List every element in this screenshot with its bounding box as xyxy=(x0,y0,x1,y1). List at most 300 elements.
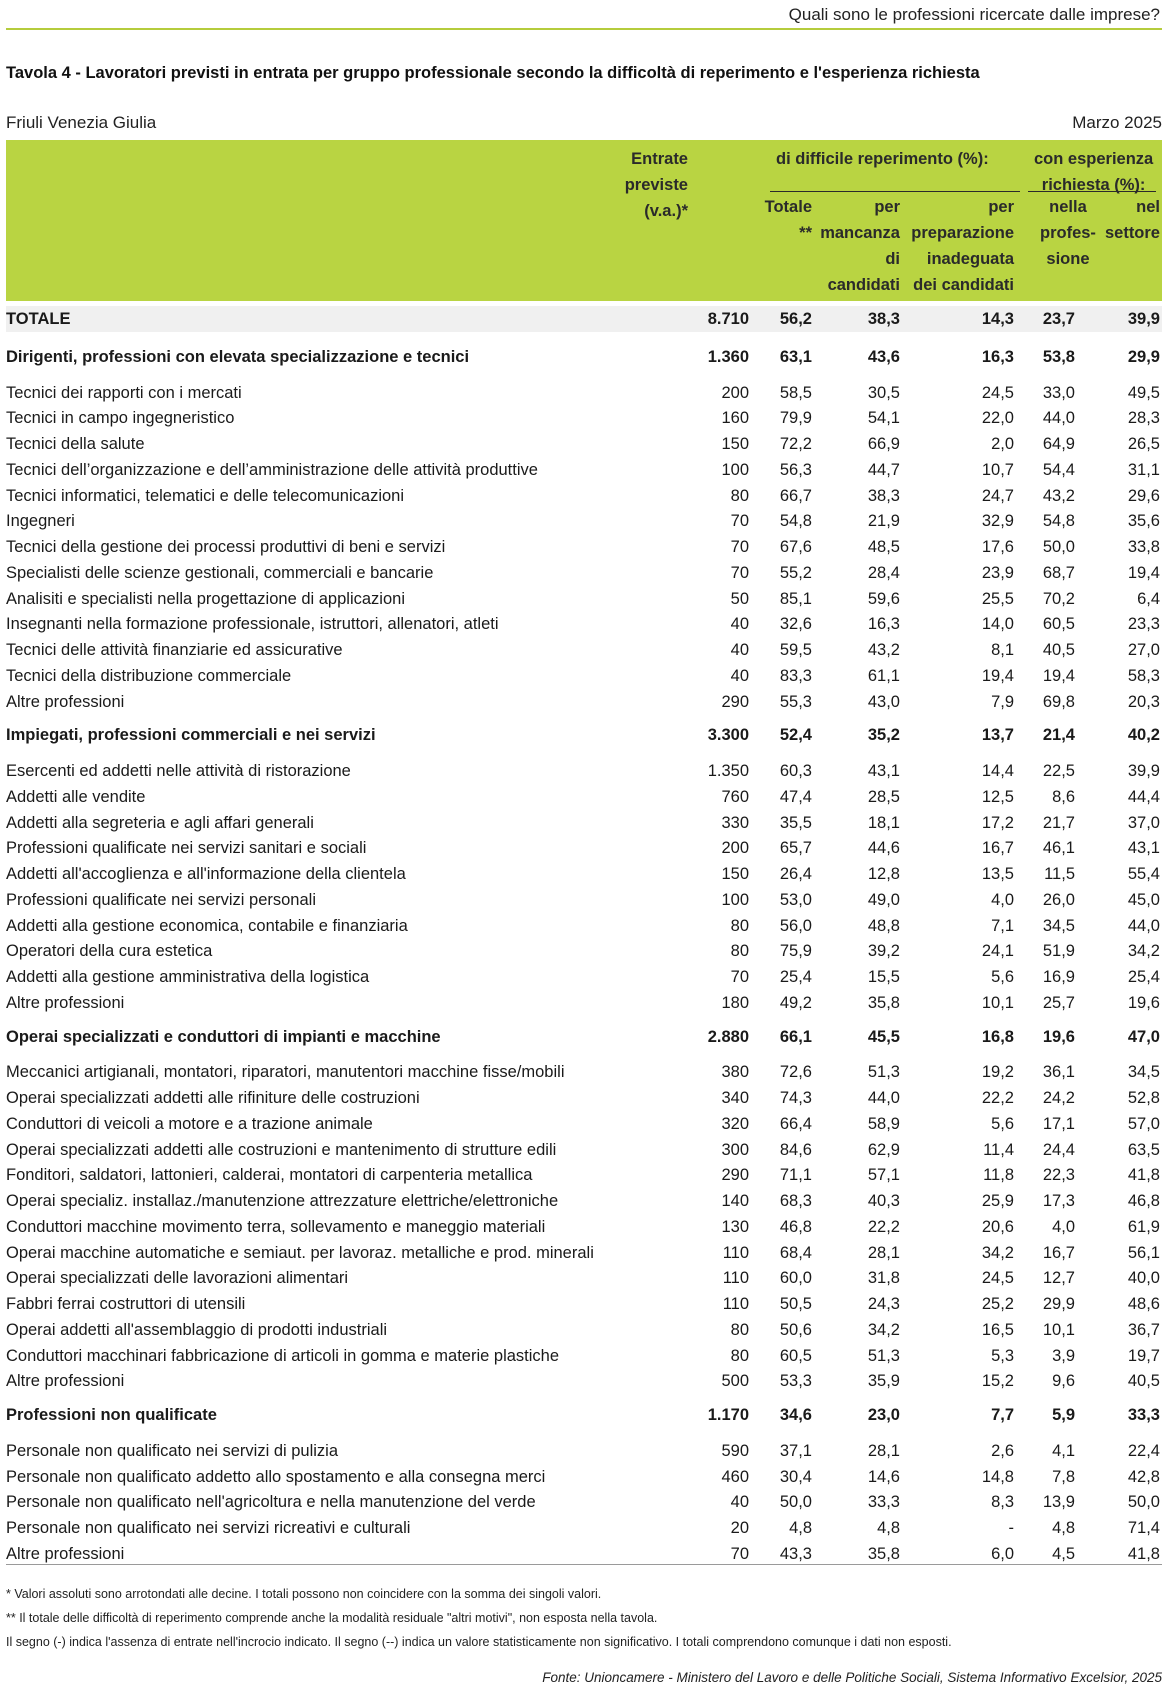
cell-value: 44,6 xyxy=(867,839,900,858)
cell-value: 50,6 xyxy=(779,1320,812,1339)
cell-value: 31,1 xyxy=(1127,460,1160,479)
cell-value: 16,3 xyxy=(867,615,900,634)
cell-value: 7,9 xyxy=(991,692,1014,711)
cell-value: 57,1 xyxy=(867,1166,900,1185)
row-label: Analisiti e specialisti nella progettazione di applicazioni xyxy=(6,589,405,608)
table-row xyxy=(6,380,1162,406)
table-row xyxy=(6,1515,1162,1541)
cell-value: 200 xyxy=(721,839,749,858)
table-row xyxy=(6,1343,1162,1369)
table-row xyxy=(6,938,1162,964)
header-esperienza-group: con esperienza richiesta (%): xyxy=(1034,150,1154,194)
source-note: Fonte: Unioncamere - Ministero del Lavoro e delle Politiche Sociali, Sistema Informativo Excelsior, 2025 xyxy=(542,1670,1162,1685)
cell-value: 68,4 xyxy=(779,1243,812,1262)
cell-value: 66,4 xyxy=(779,1114,812,1133)
cell-value: 55,2 xyxy=(779,563,812,582)
cell-value: 25,2 xyxy=(981,1295,1014,1313)
cell-value: 31,8 xyxy=(867,1269,900,1288)
cell-value: 330 xyxy=(721,813,749,832)
row-label: TOTALE xyxy=(6,310,71,328)
row-label: Operai specializ. installaz./manutenzione attrezzature elettriche/elettroniche xyxy=(6,1192,559,1210)
cell-value: 4,8 xyxy=(789,1519,812,1537)
cell-value: 21,9 xyxy=(867,512,900,531)
cell-value: 23,7 xyxy=(1042,310,1075,328)
row-label: Specialisti delle scienze gestionali, commerciali e bancarie xyxy=(6,563,434,582)
cell-value: 80 xyxy=(730,942,749,961)
cell-value: 48,6 xyxy=(1127,1295,1160,1313)
row-label: Tecnici delle attività finanziarie ed assicurative xyxy=(6,641,343,659)
cell-value: 100 xyxy=(721,890,749,909)
cell-value: 56,2 xyxy=(779,310,812,328)
cell-value: 55,3 xyxy=(779,692,812,711)
cell-value: 24,5 xyxy=(981,383,1014,402)
cell-value: 1.350 xyxy=(707,762,749,780)
cell-value: 14,0 xyxy=(981,615,1014,634)
cell-value: 52,4 xyxy=(779,726,812,745)
cell-value: 70 xyxy=(730,538,749,556)
cell-value: 22,2 xyxy=(981,1089,1014,1107)
table-row xyxy=(6,1240,1162,1266)
cell-value: 80 xyxy=(730,1320,749,1339)
cell-value: 19,4 xyxy=(1127,563,1160,582)
cell-value: 19,7 xyxy=(1127,1346,1160,1365)
row-label: Operai specializzati addetti alle costruzioni e mantenimento di strutture edili xyxy=(6,1140,557,1159)
cell-value: 40,5 xyxy=(1127,1372,1160,1391)
cell-value: 16,9 xyxy=(1042,968,1075,986)
table-row xyxy=(6,483,1162,509)
cell-value: 24,2 xyxy=(1042,1089,1075,1107)
cell-value: 54,8 xyxy=(779,512,812,531)
row-label: Tecnici della salute xyxy=(6,435,145,453)
cell-value: 8,3 xyxy=(991,1493,1014,1512)
cell-value: 51,9 xyxy=(1042,942,1075,961)
table-bottom-rule xyxy=(6,1564,1162,1565)
cell-value: 2,6 xyxy=(991,1441,1014,1460)
cell-value: 25,5 xyxy=(981,589,1014,608)
cell-value: 79,9 xyxy=(779,409,812,428)
cell-value: 39,9 xyxy=(1127,762,1160,780)
row-label: Addetti all'accoglienza e all'informazione della clientela xyxy=(6,865,406,883)
cell-value: 40 xyxy=(730,666,749,685)
cell-value: 54,8 xyxy=(1042,512,1075,531)
cell-value: 160 xyxy=(721,409,749,428)
row-label: Esercenti ed addetti nelle attività di ristorazione xyxy=(6,762,351,780)
row-label: Operai specializzati delle lavorazioni alimentari xyxy=(6,1269,349,1288)
table-row xyxy=(6,1317,1162,1343)
cell-value: 20,6 xyxy=(981,1217,1014,1236)
cell-value: 290 xyxy=(721,1166,749,1185)
cell-value: 20 xyxy=(730,1519,749,1537)
cell-value: 2,0 xyxy=(991,435,1014,453)
cell-value: 37,1 xyxy=(779,1441,812,1460)
period-label: Marzo 2025 xyxy=(1072,113,1162,132)
cell-value: 45,0 xyxy=(1127,890,1160,909)
table-row xyxy=(6,637,1162,663)
row-label: Operai macchine automatiche e semiaut. per lavoraz. metalliche e prod. minerali xyxy=(6,1243,594,1262)
row-label: Tecnici della distribuzione commerciale xyxy=(6,666,292,685)
cell-value: 60,0 xyxy=(779,1269,812,1288)
cell-value: 60,5 xyxy=(1042,615,1075,634)
cell-value: 23,3 xyxy=(1127,615,1160,634)
cell-value: 72,2 xyxy=(779,435,812,453)
cell-value: 110 xyxy=(722,1269,749,1288)
cell-value: 34,2 xyxy=(1127,942,1160,961)
cell-value: 760 xyxy=(721,787,749,806)
cell-value: 45,5 xyxy=(867,1027,900,1046)
cell-value: 110 xyxy=(722,1243,749,1262)
cell-value: 66,9 xyxy=(867,435,900,453)
cell-value: 33,0 xyxy=(1042,383,1075,402)
cell-value: 43,3 xyxy=(779,1544,812,1563)
table-row xyxy=(6,508,1162,534)
cell-value: 70 xyxy=(730,968,749,986)
cell-value: 50,0 xyxy=(1042,538,1075,556)
cell-value: 19,6 xyxy=(1127,993,1160,1012)
group-row xyxy=(6,722,1162,748)
cell-value: 52,8 xyxy=(1127,1089,1160,1107)
cell-value: 51,3 xyxy=(867,1063,900,1082)
cell-value: 25,9 xyxy=(981,1192,1014,1210)
cell-value: 40,3 xyxy=(867,1192,900,1210)
cell-value: 10,1 xyxy=(1042,1320,1075,1339)
cell-value: 50,0 xyxy=(779,1493,812,1512)
cell-value: 22,0 xyxy=(981,409,1014,428)
row-label: Operai specializzati addetti alle rifiniture delle costruzioni xyxy=(6,1089,420,1107)
cell-value: 29,9 xyxy=(1127,347,1160,366)
cell-value: 8.710 xyxy=(707,310,749,328)
cell-value: 66,7 xyxy=(779,486,812,505)
cell-value: 21,4 xyxy=(1042,726,1075,745)
cell-value: 35,8 xyxy=(867,993,900,1012)
cell-value: 48,5 xyxy=(867,538,900,556)
cell-value: 51,3 xyxy=(867,1346,900,1365)
cell-value: 60,3 xyxy=(779,762,812,780)
cell-value: 35,2 xyxy=(867,726,900,745)
table-row xyxy=(6,457,1162,483)
cell-value: 61,9 xyxy=(1127,1217,1160,1236)
cell-value: 44,0 xyxy=(1042,409,1075,428)
table-row xyxy=(6,431,1162,457)
cell-value: 16,5 xyxy=(981,1320,1014,1339)
cell-value: 35,5 xyxy=(779,813,812,832)
cell-value: 500 xyxy=(721,1372,749,1391)
table-row xyxy=(6,835,1162,861)
cell-value: 460 xyxy=(721,1467,749,1486)
cell-value: 25,4 xyxy=(1127,968,1160,986)
cell-value: 72,6 xyxy=(779,1063,812,1082)
cell-value: 28,5 xyxy=(867,787,900,806)
header-difficile-group: di difficile reperimento (%): xyxy=(776,150,989,168)
cell-value: 7,7 xyxy=(991,1406,1014,1424)
table-row xyxy=(6,1464,1162,1490)
table-row xyxy=(6,663,1162,689)
table-row xyxy=(6,1541,1162,1567)
cell-value: 69,8 xyxy=(1042,692,1075,711)
cell-value: 60,5 xyxy=(779,1346,812,1365)
cell-value: 43,6 xyxy=(867,347,900,366)
cell-value: 59,6 xyxy=(867,589,900,608)
cell-value: 8,6 xyxy=(1052,787,1075,806)
cell-value: 24,1 xyxy=(981,942,1014,961)
cell-value: 49,5 xyxy=(1127,383,1160,402)
cell-value: 46,8 xyxy=(779,1217,812,1236)
row-label: Altre professioni xyxy=(6,1372,125,1391)
cell-value: 58,3 xyxy=(1127,666,1160,685)
cell-value: 63,1 xyxy=(779,347,812,366)
cell-value: 61,1 xyxy=(867,666,900,685)
cell-value: 27,0 xyxy=(1127,641,1160,659)
cell-value: 3,9 xyxy=(1052,1346,1075,1365)
cell-value: 7,8 xyxy=(1052,1467,1075,1486)
cell-value: 75,9 xyxy=(779,942,812,961)
cell-value: 130 xyxy=(721,1217,749,1236)
cell-value: 68,3 xyxy=(779,1192,812,1210)
cell-value: 15,2 xyxy=(981,1372,1014,1391)
cell-value: 11,4 xyxy=(983,1140,1014,1159)
cell-value: 10,1 xyxy=(981,993,1014,1012)
cell-value: 32,6 xyxy=(779,615,812,634)
cell-value: 44,0 xyxy=(867,1089,900,1107)
cell-value: 83,3 xyxy=(779,666,812,685)
cell-value: 50 xyxy=(730,589,749,608)
cell-value: 38,3 xyxy=(867,486,900,505)
row-label: Tecnici dei rapporti con i mercati xyxy=(6,383,242,402)
cell-value: 43,1 xyxy=(867,762,900,780)
cell-value: 19,2 xyxy=(981,1063,1014,1082)
row-label: Dirigenti, professioni con elevata specializzazione e tecnici xyxy=(6,347,470,366)
cell-value: 22,5 xyxy=(1042,762,1075,780)
row-label: Professioni qualificate nei servizi sanitari e sociali xyxy=(6,839,367,858)
table-title: Tavola 4 - Lavoratori previsti in entrata per gruppo professionale secondo la difficoltà di reperimento e l'esperienza richiesta xyxy=(6,64,980,82)
header-settore: nel settore xyxy=(1104,198,1160,242)
cell-value: 58,9 xyxy=(867,1114,900,1133)
cell-value: 16,7 xyxy=(1042,1243,1075,1262)
footnote-3: Il segno (-) indica l'assenza di entrate nell'incrocio indicato. Il segno (--) indica un valore statisticamente non significativo. I totali comprendono comunque i dati non esposti. xyxy=(6,1635,952,1649)
row-label: Personale non qualificato addetto allo spostamento e alla consegna merci xyxy=(6,1467,546,1486)
row-label: Ingegneri xyxy=(6,512,75,531)
cell-value: 50,0 xyxy=(1127,1493,1160,1512)
table-header xyxy=(6,140,1162,301)
footnote-1: * Valori assoluti sono arrotondati alle decine. I totali possono non coincidere con la somma dei singoli valori. xyxy=(6,1587,602,1601)
table-row xyxy=(6,586,1162,612)
cell-value: 41,8 xyxy=(1127,1166,1160,1185)
row-label: Tecnici dell’organizzazione e dell’amministrazione delle attività produttive xyxy=(6,460,538,479)
cell-value: 5,9 xyxy=(1052,1406,1075,1424)
table-row xyxy=(6,1085,1162,1111)
cell-value: 80 xyxy=(730,486,749,505)
table-row xyxy=(6,1489,1162,1515)
cell-value: 23,9 xyxy=(981,563,1014,582)
page-header xyxy=(6,2,1162,30)
cell-value: 16,7 xyxy=(981,839,1014,858)
cell-value: 3.300 xyxy=(707,726,749,745)
cell-value: 37,0 xyxy=(1127,813,1160,832)
cell-value: 55,4 xyxy=(1127,865,1160,883)
table-row xyxy=(6,689,1162,715)
row-label: Addetti alla gestione economica, contabile e finanziaria xyxy=(6,916,408,935)
cell-value: 200 xyxy=(721,383,749,402)
cell-value: 9,6 xyxy=(1052,1372,1075,1391)
cell-value: 36,1 xyxy=(1042,1063,1075,1082)
cell-value: 42,8 xyxy=(1127,1467,1160,1486)
cell-value: 20,3 xyxy=(1127,692,1160,711)
row-label: Conduttori macchine movimento terra, sollevamento e maneggio materiali xyxy=(6,1217,546,1236)
cell-value: 26,0 xyxy=(1042,890,1075,909)
cell-value: 33,8 xyxy=(1127,538,1160,556)
cell-value: 64,9 xyxy=(1042,435,1075,453)
cell-value: 8,1 xyxy=(991,641,1014,659)
footnote-2: ** Il totale delle difficoltà di reperimento comprende anche la modalità residuale "altri motivi", non esposta nella tavola. xyxy=(6,1611,658,1625)
cell-value: 53,8 xyxy=(1042,347,1075,366)
table-row xyxy=(6,405,1162,431)
cell-value: 43,1 xyxy=(1127,839,1160,858)
total-row xyxy=(6,306,1162,332)
row-label: Operai specializzati e conduttori di impianti e macchine xyxy=(6,1027,441,1046)
cell-value: 5,6 xyxy=(991,968,1014,986)
cell-value: 26,5 xyxy=(1127,435,1160,453)
cell-value: 11,8 xyxy=(983,1166,1014,1185)
row-label: Operatori della cura estetica xyxy=(6,942,213,961)
row-label: Operai addetti all'assemblaggio di prodotti industriali xyxy=(6,1320,388,1339)
header-preparazione: per preparazione inadeguata dei candidati xyxy=(911,198,1014,294)
row-label: Altre professioni xyxy=(6,692,125,711)
cell-value: 74,3 xyxy=(779,1089,812,1107)
header-underline-esperienza xyxy=(1028,191,1156,192)
cell-value: 43,0 xyxy=(867,692,900,711)
cell-value: 12,7 xyxy=(1042,1269,1075,1288)
cell-value: 24,5 xyxy=(981,1269,1014,1288)
cell-value: 17,3 xyxy=(1042,1192,1075,1210)
cell-value: 56,1 xyxy=(1127,1243,1160,1262)
table-row xyxy=(6,990,1162,1016)
table-row xyxy=(6,1111,1162,1137)
cell-value: 19,6 xyxy=(1042,1027,1075,1046)
header-mancanza: per mancanza di candidati xyxy=(820,198,900,294)
cell-value: 40,2 xyxy=(1127,726,1160,745)
row-label: Impiegati, professioni commerciali e nei servizi xyxy=(6,726,376,745)
cell-value: 34,6 xyxy=(779,1406,812,1424)
cell-value: 1.170 xyxy=(707,1406,749,1424)
cell-value: 5,3 xyxy=(991,1346,1014,1365)
cell-value: 57,0 xyxy=(1127,1114,1160,1133)
cell-value: 35,9 xyxy=(867,1372,900,1391)
cell-value: 67,6 xyxy=(779,538,812,556)
cell-value: 35,8 xyxy=(867,1544,900,1563)
cell-value: 36,7 xyxy=(1127,1320,1160,1339)
cell-value: 4,0 xyxy=(991,890,1014,909)
row-label: Insegnanti nella formazione professionale, istruttori, allenatori, atleti xyxy=(6,615,499,634)
cell-value: 14,3 xyxy=(981,310,1014,328)
cell-value: 33,3 xyxy=(867,1493,900,1512)
cell-value: 68,7 xyxy=(1042,563,1075,582)
row-label: Addetti alla segreteria e agli affari generali xyxy=(6,813,314,832)
cell-value: 26,4 xyxy=(779,865,812,883)
cell-value: 70 xyxy=(730,512,749,531)
row-label: Fonditori, saldatori, lattonieri, calderai, montatori di carpenteria metallica xyxy=(6,1166,533,1185)
cell-value: 22,3 xyxy=(1042,1166,1075,1185)
cell-value: 140 xyxy=(721,1192,749,1210)
cell-value: 54,4 xyxy=(1042,460,1075,479)
header-totale: Totale ** xyxy=(764,198,812,242)
cell-value: 28,1 xyxy=(867,1441,900,1460)
cell-value: 1.360 xyxy=(707,347,749,366)
row-label: Fabbri ferrai costruttori di utensili xyxy=(6,1295,246,1313)
table-row xyxy=(6,1059,1162,1085)
cell-value: 4,8 xyxy=(1052,1519,1075,1537)
row-label: Personale non qualificato nei servizi ricreativi e culturali xyxy=(6,1519,411,1537)
cell-value: 39,2 xyxy=(867,942,900,961)
cell-value: 7,1 xyxy=(991,916,1014,935)
cell-value: 44,4 xyxy=(1127,787,1160,806)
cell-value: 340 xyxy=(721,1089,749,1107)
cell-value: 13,7 xyxy=(981,726,1014,745)
cell-value: 22,4 xyxy=(1127,1441,1160,1460)
cell-value: 23,0 xyxy=(867,1406,900,1424)
row-label: Conduttori macchinari fabbricazione di articoli in gomma e materie plastiche xyxy=(6,1346,560,1365)
cell-value: 46,1 xyxy=(1042,839,1075,858)
header-entrate: Entrate previste (v.a.)* xyxy=(624,150,688,220)
table-row xyxy=(6,810,1162,836)
table-row xyxy=(6,1188,1162,1214)
cell-value: 40 xyxy=(730,615,749,634)
cell-value: 4,0 xyxy=(1052,1217,1075,1236)
row-label: Conduttori di veicoli a motore e a trazione animale xyxy=(6,1114,373,1133)
cell-value: 71,4 xyxy=(1127,1519,1160,1537)
cell-value: 44,0 xyxy=(1127,916,1160,935)
cell-value: 5,6 xyxy=(991,1114,1014,1133)
cell-value: 18,1 xyxy=(867,813,900,832)
table-row xyxy=(6,1265,1162,1291)
cell-value: 30,4 xyxy=(779,1467,812,1486)
cell-value: 2.880 xyxy=(707,1027,749,1046)
table-row xyxy=(6,913,1162,939)
cell-value: 46,8 xyxy=(1127,1192,1160,1210)
cell-value: 41,8 xyxy=(1127,1544,1160,1563)
table-row xyxy=(6,784,1162,810)
header-professione: nella profes- sione xyxy=(1040,198,1096,268)
row-label: Tecnici in campo ingegneristico xyxy=(6,409,235,428)
cell-value: 49,0 xyxy=(867,890,900,909)
row-label: Altre professioni xyxy=(6,993,125,1012)
cell-value: 38,3 xyxy=(867,310,900,328)
row-label: Professioni qualificate nei servizi personali xyxy=(6,890,316,909)
cell-value: 17,2 xyxy=(981,813,1014,832)
cell-value: 100 xyxy=(721,460,749,479)
cell-value: 150 xyxy=(721,865,749,883)
cell-value: 16,8 xyxy=(981,1027,1014,1046)
table-row xyxy=(6,887,1162,913)
cell-value: 56,3 xyxy=(779,460,812,479)
cell-value: 50,5 xyxy=(779,1295,812,1313)
page-header-text: Quali sono le professioni ricercate dalle imprese? xyxy=(788,5,1160,24)
table-row xyxy=(6,1368,1162,1394)
cell-value: 19,4 xyxy=(1042,666,1075,685)
cell-value: 39,9 xyxy=(1127,310,1160,328)
cell-value: 62,9 xyxy=(867,1140,900,1159)
cell-value: 29,9 xyxy=(1042,1295,1075,1313)
cell-value: 65,7 xyxy=(779,839,812,858)
cell-value: 28,4 xyxy=(867,563,900,582)
cell-value: 34,5 xyxy=(1127,1063,1160,1082)
group-row xyxy=(6,344,1162,370)
row-label: Personale non qualificato nei servizi di pulizia xyxy=(6,1441,339,1460)
row-label: Addetti alle vendite xyxy=(6,787,146,806)
table-row xyxy=(6,861,1162,887)
cell-value: 84,6 xyxy=(779,1140,812,1159)
cell-value: - xyxy=(1008,1519,1014,1537)
cell-value: 58,5 xyxy=(779,383,812,402)
cell-value: 590 xyxy=(721,1441,749,1460)
